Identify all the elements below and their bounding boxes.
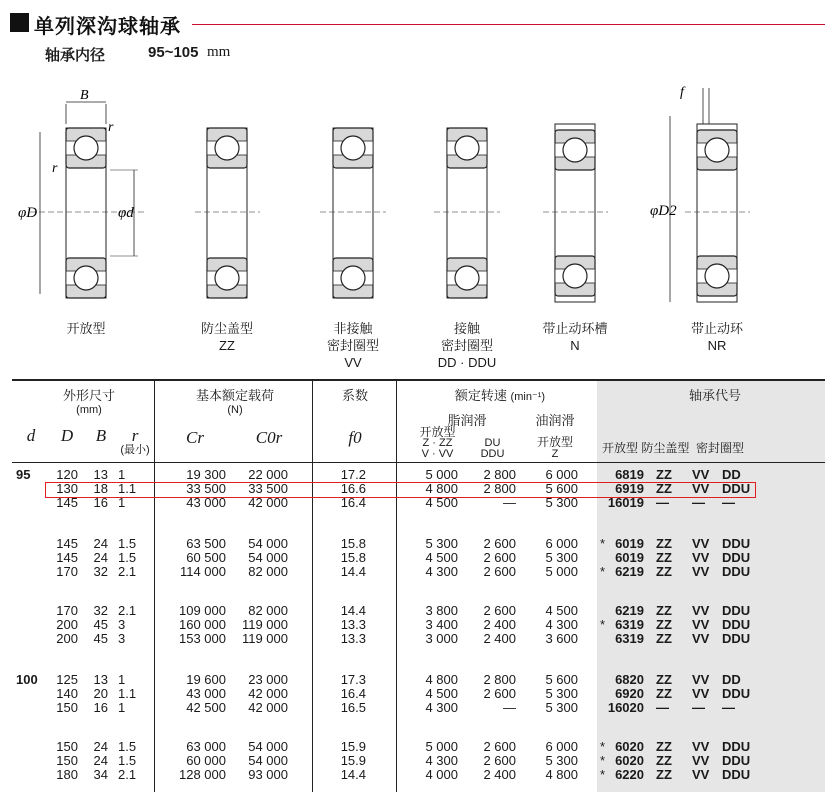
cell-star: * xyxy=(600,564,606,579)
cell-B: 13 xyxy=(93,672,108,687)
cell-C0r: 54 000 xyxy=(248,550,288,565)
nr-type-drawing xyxy=(670,88,750,302)
title-square-icon xyxy=(10,13,29,32)
cell-open: 6819 xyxy=(615,467,644,482)
cell-D: 145 xyxy=(56,495,78,510)
header-grease: 脂润滑 xyxy=(447,413,487,428)
cell-dd: DDU xyxy=(722,550,751,565)
cell-grease: 4 500 xyxy=(425,686,458,701)
cell-du: 2 600 xyxy=(483,753,516,768)
cell-dd: DDU xyxy=(722,603,751,618)
cell-star: * xyxy=(600,753,606,768)
cell-grease: 4 300 xyxy=(425,700,458,715)
cell-r: 2.1 xyxy=(118,767,137,782)
cell-zz: ZZ xyxy=(656,631,672,646)
cell-oil: 5 300 xyxy=(545,753,578,768)
cell-r: 1.1 xyxy=(118,481,137,496)
cell-r: 1.1 xyxy=(118,686,137,701)
cell-vv: VV xyxy=(692,603,710,618)
cell-du: 2 400 xyxy=(483,617,516,632)
cell-d: 100 xyxy=(16,672,38,687)
cell-oil: 5 300 xyxy=(545,550,578,565)
cell-vv: VV xyxy=(692,753,710,768)
cell-f0: 15.9 xyxy=(340,739,366,754)
cell-grease: 4 800 xyxy=(425,672,458,687)
cell-zz: ZZ xyxy=(656,550,672,565)
table-top-rule xyxy=(12,379,825,381)
cell-open: 16020 xyxy=(607,700,644,715)
cell-f0: 15.8 xyxy=(340,536,366,551)
n-type-drawing xyxy=(543,124,608,302)
cell-open: 6219 xyxy=(615,564,644,579)
cell-vv: VV xyxy=(692,564,710,579)
cell-D: 150 xyxy=(56,739,78,754)
cell-vv: VV xyxy=(692,536,710,551)
cell-vv: VV xyxy=(692,631,710,646)
highlight-box xyxy=(45,482,756,498)
cell-du: 2 400 xyxy=(483,767,516,782)
dim-label-D: φD xyxy=(18,205,38,221)
cell-vv: VV xyxy=(692,672,710,687)
cell-B: 13 xyxy=(93,467,108,482)
cell-r: 1 xyxy=(118,700,126,715)
cell-B: 20 xyxy=(93,686,108,701)
cell-dd: DD xyxy=(722,672,741,687)
header-speed: 额定转速 (min⁻¹) xyxy=(454,388,546,403)
dim-label-r-outer: r xyxy=(108,120,114,135)
cell-du: 2 600 xyxy=(483,536,516,551)
cell-zz: ZZ xyxy=(656,617,672,632)
cell-f0: 14.4 xyxy=(340,603,366,618)
cell-D: 170 xyxy=(56,564,78,579)
col-r: r (最小) xyxy=(120,426,150,456)
cell-D: 140 xyxy=(56,686,78,701)
cell-oil: 5 300 xyxy=(545,495,578,510)
cell-open: 6919 xyxy=(615,481,644,496)
cell-zz: ZZ xyxy=(656,481,672,496)
cell-du: 2 600 xyxy=(483,564,516,579)
cell-vv: VV xyxy=(692,686,710,701)
dim-label-d: φd xyxy=(118,205,134,221)
cell-Cr: 63 000 xyxy=(186,739,226,754)
cell-oil: 5 300 xyxy=(545,700,578,715)
cell-Cr: 19 300 xyxy=(186,467,226,482)
cell-f0: 16.4 xyxy=(340,686,366,701)
cell-r: 1 xyxy=(118,467,126,482)
header-code-cols: 开放型 防尘盖型 密封圈型 xyxy=(602,441,745,455)
caption-zz: 防尘盖型 ZZ xyxy=(200,321,253,353)
cell-zz: ZZ xyxy=(656,536,672,551)
cell-dd: DDU xyxy=(722,631,751,646)
caption-nr: 带止动环 NR xyxy=(690,321,743,353)
header-factor: 系数 xyxy=(341,388,368,403)
cell-vv: — xyxy=(692,700,705,715)
cell-oil: 5 600 xyxy=(545,672,578,687)
cell-Cr: 43 000 xyxy=(186,686,226,701)
cell-f0: 14.4 xyxy=(340,564,366,579)
cell-zz: ZZ xyxy=(656,686,672,701)
cell-C0r: 23 000 xyxy=(248,672,288,687)
cell-grease: 3 000 xyxy=(425,631,458,646)
cell-vv: VV xyxy=(692,550,710,565)
col-D: D xyxy=(60,426,74,445)
cell-vv: VV xyxy=(692,481,710,496)
zz-type-drawing xyxy=(195,128,260,298)
cell-B: 45 xyxy=(93,631,108,646)
cell-D: 180 xyxy=(56,767,78,782)
caption-vv: 非接触 密封圈型 VV xyxy=(326,321,379,370)
cell-D: 150 xyxy=(56,753,78,768)
cell-star: * xyxy=(600,536,606,551)
cell-D: 145 xyxy=(56,550,78,565)
cell-du: 2 800 xyxy=(483,467,516,482)
cell-D: 200 xyxy=(56,631,78,646)
cell-zz: — xyxy=(656,495,669,510)
dim-label-D2: φD2 xyxy=(650,203,677,219)
cell-grease: 3 800 xyxy=(425,603,458,618)
cell-zz: — xyxy=(656,700,669,715)
col-Cr: Cr xyxy=(186,428,204,447)
header-grease-open: 开放型 Z · ZZ V · VV xyxy=(419,425,456,460)
header-rule xyxy=(597,462,825,463)
cell-Cr: 42 500 xyxy=(186,700,226,715)
col-B: B xyxy=(95,426,107,445)
cell-D: 170 xyxy=(56,603,78,618)
cell-B: 24 xyxy=(93,753,108,768)
cell-f0: 16.5 xyxy=(340,700,366,715)
cell-d: 95 xyxy=(16,467,31,482)
cell-Cr: 128 000 xyxy=(179,767,226,782)
cell-vv: VV xyxy=(692,767,710,782)
cell-f0: 15.9 xyxy=(340,753,366,768)
cell-C0r: 54 000 xyxy=(248,536,288,551)
cell-open: 6019 xyxy=(615,550,644,565)
dim-label-B: B xyxy=(80,88,89,103)
cell-zz: ZZ xyxy=(656,467,672,482)
page-title: 单列深沟球轴承 xyxy=(34,16,181,38)
cell-r: 3 xyxy=(118,617,126,632)
cell-Cr: 114 000 xyxy=(179,564,226,579)
cell-oil: 6 000 xyxy=(545,467,578,482)
cell-B: 24 xyxy=(93,536,108,551)
cell-C0r: 119 000 xyxy=(241,617,288,632)
cell-star: * xyxy=(600,617,606,632)
cell-du: — xyxy=(503,700,516,715)
cell-open: 6220 xyxy=(615,767,644,782)
cell-r: 2.1 xyxy=(118,603,137,618)
cell-zz: ZZ xyxy=(656,753,672,768)
header-dims: 外形尺寸 (mm) xyxy=(62,388,115,416)
cell-dd: DDU xyxy=(722,753,751,768)
cell-B: 16 xyxy=(93,495,108,510)
cell-dd: DDU xyxy=(722,564,751,579)
cell-C0r: 33 500 xyxy=(248,481,288,496)
cell-grease: 4 500 xyxy=(425,550,458,565)
cell-B: 45 xyxy=(93,617,108,632)
cell-du: 2 600 xyxy=(483,686,516,701)
cell-grease: 4 300 xyxy=(425,753,458,768)
title-rule xyxy=(192,24,825,25)
title-row xyxy=(10,10,825,40)
cell-C0r: 22 000 xyxy=(248,467,288,482)
cell-grease: 3 400 xyxy=(425,617,458,632)
cell-open: 6019 xyxy=(615,536,644,551)
cell-du: 2 800 xyxy=(483,672,516,687)
cell-vv: VV xyxy=(692,617,710,632)
cell-dd: DDU xyxy=(722,686,751,701)
cell-r: 1.5 xyxy=(118,739,137,754)
cell-Cr: 43 000 xyxy=(186,495,226,510)
vv-type-drawing xyxy=(320,128,386,298)
cell-oil: 5 300 xyxy=(545,686,578,701)
col-divider xyxy=(154,381,155,792)
dim-label-r-inner: r xyxy=(52,161,58,176)
col-C0r: C0r xyxy=(255,428,283,447)
cell-dd: DDU xyxy=(722,617,751,632)
cell-open: 16019 xyxy=(607,495,644,510)
cell-star: * xyxy=(600,739,606,754)
cell-C0r: 42 000 xyxy=(248,495,288,510)
cell-Cr: 19 600 xyxy=(186,672,226,687)
cell-grease: 5 300 xyxy=(425,536,458,551)
cell-oil: 4 300 xyxy=(545,617,578,632)
cell-r: 1.5 xyxy=(118,536,137,551)
cell-vv: — xyxy=(692,495,705,510)
cell-du: 2 600 xyxy=(483,739,516,754)
cell-D: 200 xyxy=(56,617,78,632)
cell-B: 24 xyxy=(93,550,108,565)
cell-open: 6820 xyxy=(615,672,644,687)
bore-unit: mm xyxy=(207,44,231,60)
cell-B: 32 xyxy=(93,603,108,618)
cell-f0: 14.4 xyxy=(340,767,366,782)
cell-oil: 6 000 xyxy=(545,536,578,551)
cell-C0r: 119 000 xyxy=(241,631,288,646)
cell-grease: 4 000 xyxy=(425,767,458,782)
cell-r: 1.5 xyxy=(118,753,137,768)
cell-open: 6020 xyxy=(615,739,644,754)
cell-grease: 4 500 xyxy=(425,495,458,510)
cell-B: 34 xyxy=(93,767,108,782)
cell-zz: ZZ xyxy=(656,739,672,754)
cell-Cr: 63 500 xyxy=(186,536,226,551)
header-load: 基本额定载荷 (N) xyxy=(195,388,274,416)
cell-grease: 5 000 xyxy=(425,467,458,482)
cell-dd: DDU xyxy=(722,481,751,496)
cell-C0r: 82 000 xyxy=(248,603,288,618)
caption-open: 开放型 xyxy=(66,321,106,336)
cell-du: 2 800 xyxy=(483,481,516,496)
cell-zz: ZZ xyxy=(656,603,672,618)
cell-open: 6319 xyxy=(615,631,644,646)
cell-C0r: 54 000 xyxy=(248,739,288,754)
cell-Cr: 160 000 xyxy=(179,617,226,632)
bore-value: 95~105 xyxy=(148,44,199,61)
cell-open: 6319 xyxy=(615,617,644,632)
cell-oil: 5 600 xyxy=(545,481,578,496)
cell-r: 1.5 xyxy=(118,550,137,565)
cell-f0: 17.3 xyxy=(340,672,366,687)
cell-Cr: 109 000 xyxy=(179,603,226,618)
cell-vv: VV xyxy=(692,739,710,754)
cell-D: 120 xyxy=(56,467,78,482)
col-d: d xyxy=(26,426,36,445)
cell-oil: 5 000 xyxy=(545,564,578,579)
cell-zz: ZZ xyxy=(656,564,672,579)
cell-grease: 5 000 xyxy=(425,739,458,754)
cell-du: 2 600 xyxy=(483,603,516,618)
cell-Cr: 153 000 xyxy=(179,631,226,646)
cell-C0r: 42 000 xyxy=(248,686,288,701)
cell-grease: 4 300 xyxy=(425,564,458,579)
cell-f0: 13.3 xyxy=(340,631,366,646)
cell-B: 24 xyxy=(93,739,108,754)
cell-grease: 4 800 xyxy=(425,481,458,496)
cell-dd: — xyxy=(722,700,735,715)
cell-dd: — xyxy=(722,495,735,510)
caption-dd: 接触 密封圈型 DD · DDU xyxy=(437,321,497,370)
cell-star: * xyxy=(600,767,606,782)
dim-label-f: f xyxy=(680,85,684,100)
header-rule xyxy=(12,462,597,463)
cell-open: 6020 xyxy=(615,753,644,768)
cell-oil: 6 000 xyxy=(545,739,578,754)
bearing-figures xyxy=(0,80,830,380)
cell-f0: 13.3 xyxy=(340,617,366,632)
cell-Cr: 60 000 xyxy=(186,753,226,768)
cell-f0: 17.2 xyxy=(340,467,366,482)
open-type-drawing xyxy=(30,102,145,298)
cell-dd: DDU xyxy=(722,739,751,754)
cell-Cr: 60 500 xyxy=(186,550,226,565)
cell-open: 6219 xyxy=(615,603,644,618)
header-oil: 油润滑 xyxy=(535,413,575,428)
cell-B: 32 xyxy=(93,564,108,579)
col-divider xyxy=(396,381,397,792)
header-code: 轴承代号 xyxy=(688,388,741,403)
cell-D: 150 xyxy=(56,700,78,715)
cell-zz: ZZ xyxy=(656,672,672,687)
cell-Cr: 33 500 xyxy=(186,481,226,496)
bore-label: 轴承内径 xyxy=(45,47,106,64)
cell-C0r: 93 000 xyxy=(248,767,288,782)
cell-r: 1 xyxy=(118,672,126,687)
cell-C0r: 54 000 xyxy=(248,753,288,768)
col-f0: f0 xyxy=(348,428,362,447)
cell-du: — xyxy=(503,495,516,510)
cell-f0: 16.4 xyxy=(340,495,366,510)
cell-du: 2 400 xyxy=(483,631,516,646)
cell-r: 3 xyxy=(118,631,126,646)
cell-C0r: 42 000 xyxy=(248,700,288,715)
caption-n: 带止动环槽 N xyxy=(542,321,608,353)
cell-D: 130 xyxy=(56,481,78,496)
cell-oil: 4 800 xyxy=(545,767,578,782)
cell-oil: 4 500 xyxy=(545,603,578,618)
header-du: DU DDU xyxy=(480,437,505,460)
cell-f0: 15.8 xyxy=(340,550,366,565)
cell-D: 125 xyxy=(56,672,78,687)
cell-C0r: 82 000 xyxy=(248,564,288,579)
col-divider xyxy=(312,381,313,792)
cell-f0: 16.6 xyxy=(340,481,366,496)
cell-dd: DDU xyxy=(722,767,751,782)
cell-zz: ZZ xyxy=(656,767,672,782)
cell-vv: VV xyxy=(692,467,710,482)
cell-open: 6920 xyxy=(615,686,644,701)
cell-B: 16 xyxy=(93,700,108,715)
cell-B: 18 xyxy=(93,481,108,496)
cell-D: 145 xyxy=(56,536,78,551)
cell-r: 1 xyxy=(118,495,126,510)
cell-r: 2.1 xyxy=(118,564,137,579)
cell-dd: DD xyxy=(722,467,741,482)
cell-dd: DDU xyxy=(722,536,751,551)
header-oil-open: 开放型 Z xyxy=(536,435,573,460)
cell-oil: 3 600 xyxy=(545,631,578,646)
cell-du: 2 600 xyxy=(483,550,516,565)
dd-type-drawing xyxy=(434,128,500,298)
